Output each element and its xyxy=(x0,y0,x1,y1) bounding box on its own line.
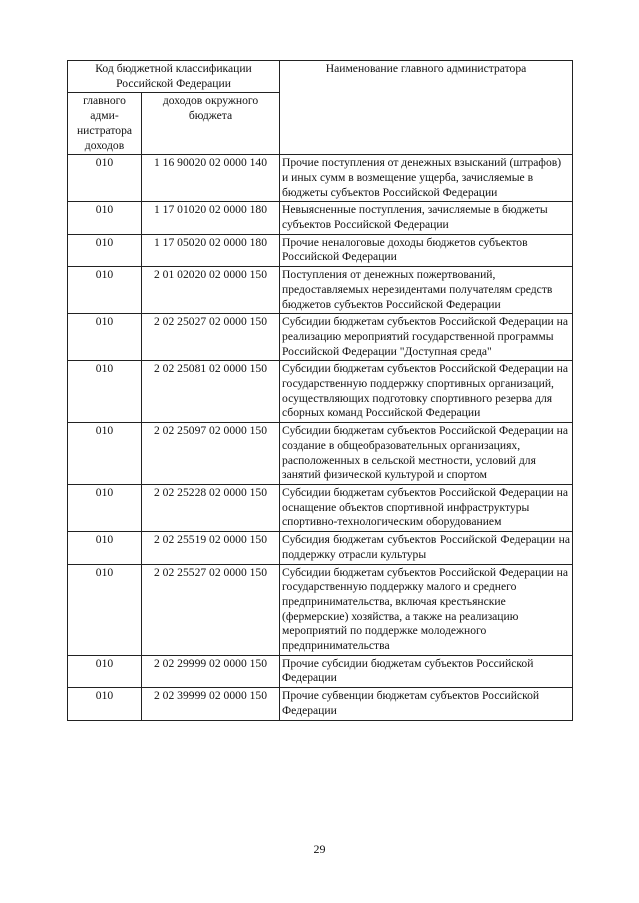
admin-code-cell: 010 xyxy=(68,155,142,202)
administrator-name-cell: Прочие субвенции бюджетам субъектов Российской Федерации xyxy=(280,688,573,720)
admin-code-cell: 010 xyxy=(68,688,142,720)
admin-code-cell: 010 xyxy=(68,484,142,531)
administrator-name-cell: Поступления от денежных пожертвований, предоставляемых нерезидентами получателям средств бюджетов субъектов Российской Федерации xyxy=(280,267,573,314)
table-row xyxy=(68,423,573,485)
revenue-code-cell: 2 01 02020 02 0000 150 xyxy=(142,267,280,314)
administrator-name-cell: Прочие поступления от денежных взысканий (штрафов) и иных сумм в возмещение ущерба, зачисляемые в бюджеты субъектов Российской Федерации xyxy=(280,155,573,202)
admin-code-cell: 010 xyxy=(68,234,142,266)
revenue-code-cell: 1 16 90020 02 0000 140 xyxy=(142,155,280,202)
table-row xyxy=(68,314,573,361)
revenue-code-cell: 2 02 29999 02 0000 150 xyxy=(142,655,280,687)
admin-code-cell: 010 xyxy=(68,532,142,564)
admin-code-cell: 010 xyxy=(68,423,142,485)
revenue-code-cell: 1 17 05020 02 0000 180 xyxy=(142,234,280,266)
admin-code-cell: 010 xyxy=(68,202,142,234)
revenue-code-cell: 1 17 01020 02 0000 180 xyxy=(142,202,280,234)
administrator-name-cell: Субсидии бюджетам субъектов Российской Федерации на государственную поддержку малого и среднего предпринимательства, включая крестьянские (фермерские) хозяйства, а также на реализацию мероприятий по поддержке молодежного предпринимательства xyxy=(280,564,573,655)
table-row xyxy=(68,484,573,531)
table-row xyxy=(68,564,573,655)
header-district-budget-revenue: доходов окружного бюджета xyxy=(142,93,280,155)
table-row xyxy=(68,155,573,202)
revenue-code-cell: 2 02 25097 02 0000 150 xyxy=(142,423,280,485)
header-chief-administrator: главного адми- нистратора доходов xyxy=(68,93,142,155)
table-row xyxy=(68,655,573,687)
administrator-name-cell: Субсидии бюджетам субъектов Российской Федерации на реализацию мероприятий государственной программы Российской Федерации "Доступная среда" xyxy=(280,314,573,361)
revenue-code-cell: 2 02 25027 02 0000 150 xyxy=(142,314,280,361)
table-row xyxy=(68,267,573,314)
header-classification-code: Код бюджетной классификации Российской Федерации xyxy=(68,61,280,93)
admin-code-cell: 010 xyxy=(68,564,142,655)
budget-classification-table xyxy=(67,60,573,721)
page-number: 29 xyxy=(313,842,326,856)
admin-code-cell: 010 xyxy=(68,361,142,423)
table-row xyxy=(68,202,573,234)
administrator-name-cell: Прочие субсидии бюджетам субъектов Российской Федерации xyxy=(280,655,573,687)
revenue-code-cell: 2 02 25081 02 0000 150 xyxy=(142,361,280,423)
header-administrator-name: Наименование главного администратора xyxy=(280,61,573,155)
revenue-code-cell: 2 02 25228 02 0000 150 xyxy=(142,484,280,531)
admin-code-cell: 010 xyxy=(68,314,142,361)
administrator-name-cell: Субсидия бюджетам субъектов Российской Федерации на поддержку отрасли культуры xyxy=(280,532,573,564)
table-header-row xyxy=(68,61,573,93)
administrator-name-cell: Прочие неналоговые доходы бюджетов субъектов Российской Федерации xyxy=(280,234,573,266)
revenue-code-cell: 2 02 25519 02 0000 150 xyxy=(142,532,280,564)
admin-code-cell: 010 xyxy=(68,655,142,687)
administrator-name-cell: Невыясненные поступления, зачисляемые в бюджеты субъектов Российской Федерации xyxy=(280,202,573,234)
revenue-code-cell: 2 02 39999 02 0000 150 xyxy=(142,688,280,720)
table-row xyxy=(68,688,573,720)
admin-code-cell: 010 xyxy=(68,267,142,314)
table-row xyxy=(68,361,573,423)
revenue-code-cell: 2 02 25527 02 0000 150 xyxy=(142,564,280,655)
table-row xyxy=(68,234,573,266)
administrator-name-cell: Субсидии бюджетам субъектов Российской Федерации на оснащение объектов спортивной инфраструктуры спортивно-технологическим оборудованием xyxy=(280,484,573,531)
administrator-name-cell: Субсидии бюджетам субъектов Российской Федерации на создание в общеобразовательных организациях, расположенных в сельской местности, условий для занятий физической культурой и спортом xyxy=(280,423,573,485)
administrator-name-cell: Субсидии бюджетам субъектов Российской Федерации на государственную поддержку спортивных организаций, осуществляющих подготовку спортивного резерва для сборных команд Российской Федерации xyxy=(280,361,573,423)
table-row xyxy=(68,532,573,564)
